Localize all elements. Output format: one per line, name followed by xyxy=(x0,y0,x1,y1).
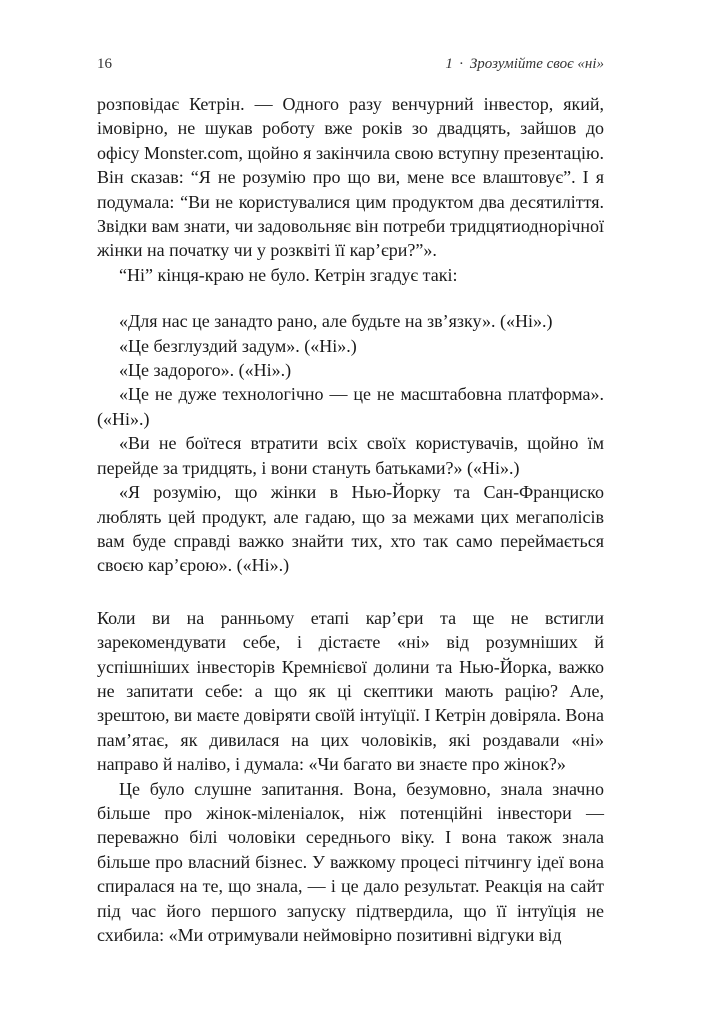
separator: · xyxy=(458,56,464,72)
body-text xyxy=(97,92,604,947)
paragraph: Це було слушне запитання. Вона, безумовно, знала значно більше про жінок-міленіалок, ніж потенційні інвестори — переважно білі чоловіки середнього віку. І вона також знала більше про власний бізнес. У важкому процесі пітчингу ідеї вона спиралася на те, що знала, — і це дало результат. Реакція на сайт під час його першого запуску підтвердила, що її інтуїція не схибила: «Ми отримували неймовірно позитивні відгуки від xyxy=(97,778,604,945)
paragraph: розповідає Кетрін. — Одного разу венчурний інвестор, який, імовірно, не шукав роботу вже років зо двадцять, зайшов до офісу Monster.com, щойно я закінчила свою вступну презентацію. Він сказав: “Я не розумію про що ви, мене все влаштовує”. І я подумала: “Ви не користувалися цим продуктом два десятиліття. Звідки вам знати, чи задовольняє він потреби тридцятиоднорічної жінки на початку чи у розквіті її кар’єри?”». xyxy=(97,94,605,261)
quote-item: «Це задорого». («Ні».) xyxy=(119,360,292,381)
quote-item: «Це безглуздий задум». («Ні».) xyxy=(119,335,357,356)
quote-item: «Я розумію, що жінки в Нью-Йорку та Сан-Франциско люблять цей продукт, але гадаю, що за межами цих мегаполісів вам буде справді важко знайти тих, хто так само переймається своєю кар’єрою». («Ні».) xyxy=(97,482,604,576)
quote-item: «Це не дуже технологічно — це не масштабовна платформа». («Ні».) xyxy=(97,384,604,429)
quote-list xyxy=(97,309,604,577)
chapter-running-title xyxy=(445,56,604,73)
paragraph: “Ні” кінця-краю не було. Кетрін згадує такі: xyxy=(119,264,458,285)
running-header xyxy=(97,56,604,73)
quote-item: «Для нас це занадто рано, але будьте на зв’язку». («Ні».) xyxy=(119,311,553,332)
quote-item: «Ви не боїтеся втратити всіх своїх користувачів, щойно їм перейде за тридцять, і вони стануть батьками?» («Ні».) xyxy=(97,433,604,478)
page-number: 16 xyxy=(97,56,112,72)
chapter-number: 1 xyxy=(445,56,453,72)
section-gap xyxy=(97,578,604,606)
chapter-title: Зрозумійте своє «ні» xyxy=(469,56,604,72)
paragraph: Коли ви на ранньому етапі кар’єри та ще не встигли зарекомендувати себе, і дістаєте «ні» від розумніших й успішніших інвесторів Кремнієвої долини та Нью-Йорка, важко не запитати себе: а що як ці скептики мають рацію? Але, зрештою, ви маєте довіряти своїй інтуїції. І Кетрін довіряла. Вона пам’ятає, як дивилася на цих чоловіків, які роздавали «ні» направо й наліво, і думала: «Чи багато ви знаєте про жінок?» xyxy=(97,607,604,775)
